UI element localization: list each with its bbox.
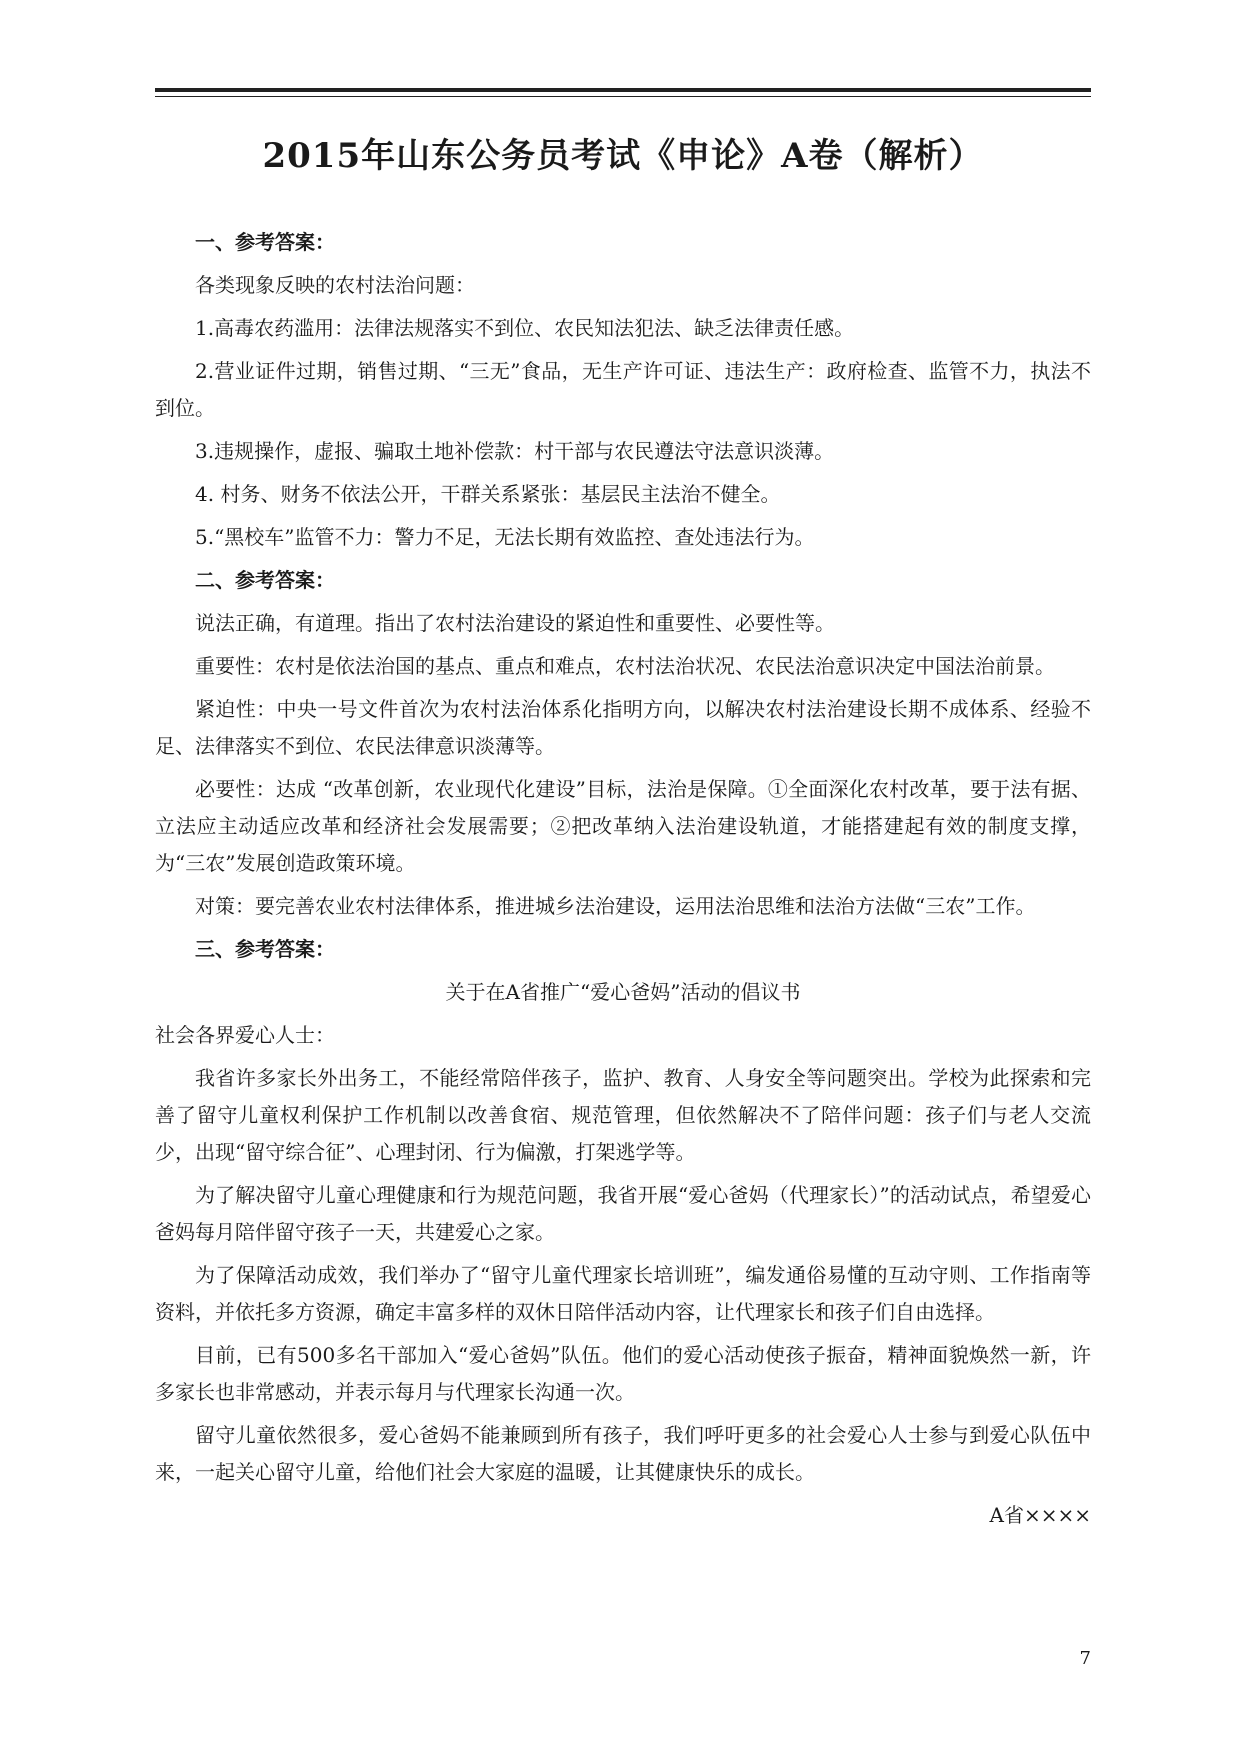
letter-paragraph: 为了解决留守儿童心理健康和行为规范问题，我省开展“爱心爸妈（代理家长）”的活动试点，希望爱心爸妈每月陪伴留守孩子一天，共建爱心之家。 xyxy=(155,1183,1091,1244)
page-number: 7 xyxy=(1079,1648,1091,1669)
letter-paragraph: 目前，已有500多名干部加入“爱心爸妈”队伍。他们的爱心活动使孩子振奋，精神面貌焕然一新，许多家长也非常感动，并表示每月与代理家长沟通一次。 xyxy=(155,1343,1091,1404)
section3-heading: 三、参考答案： xyxy=(195,937,335,961)
page-title: 2015年山东公务员考试《申论》A卷（解析） xyxy=(262,136,984,176)
section1-item: 2.营业证件过期，销售过期、“三无”食品，无生产许可证、违法生产：政府检查、监管不力，执法不到位。 xyxy=(155,359,1091,420)
header-rule-thick xyxy=(155,88,1091,92)
section2-paragraph: 紧迫性：中央一号文件首次为农村法治体系化指明方向，以解决农村法治建设长期不成体系、经验不足、法律落实不到位、农民法律意识淡薄等。 xyxy=(155,697,1091,758)
letter-paragraph: 留守儿童依然很多，爱心爸妈不能兼顾到所有孩子，我们呼吁更多的社会爱心人士参与到爱心队伍中来，一起关心留守儿童，给他们社会大家庭的温暖，让其健康快乐的成长。 xyxy=(155,1423,1091,1484)
letter-signature: A省×××× xyxy=(989,1503,1091,1527)
letter-salutation: 社会各界爱心人士： xyxy=(155,1023,335,1047)
section2-paragraph: 重要性：农村是依法治国的基点、重点和难点，农村法治状况、农民法治意识决定中国法治前景。 xyxy=(195,654,1055,678)
section2-heading: 二、参考答案： xyxy=(195,568,335,592)
section1-item: 1.高毒农药滥用：法律法规落实不到位、农民知法犯法、缺乏法律责任感。 xyxy=(195,316,855,340)
section1-item: 4. 村务、财务不依法公开，干群关系紧张：基层民主法治不健全。 xyxy=(195,482,781,506)
section1-item: 5.“黑校车”监管不力：警力不足，无法长期有效监控、查处违法行为。 xyxy=(195,525,815,549)
section1-item: 3.违规操作，虚报、骗取土地补偿款：村干部与农民遵法守法意识淡薄。 xyxy=(195,439,835,463)
letter-paragraph: 为了保障活动成效，我们举办了“留守儿童代理家长培训班”，编发通俗易懂的互动守则、工作指南等资料，并依托多方资源，确定丰富多样的双休日陪伴活动内容，让代理家长和孩子们自由选择。 xyxy=(155,1263,1091,1324)
section2-paragraph: 对策：要完善农业农村法律体系，推进城乡法治建设，运用法治思维和法治方法做“三农”工作。 xyxy=(195,894,1036,918)
section2-paragraph: 说法正确，有道理。指出了农村法治建设的紧迫性和重要性、必要性等。 xyxy=(195,611,835,635)
letter-title: 关于在A省推广“爱心爸妈”活动的倡议书 xyxy=(445,980,801,1004)
section1-heading: 一、参考答案： xyxy=(195,230,335,254)
section1-intro: 各类现象反映的农村法治问题： xyxy=(195,273,475,297)
letter-paragraph: 我省许多家长外出务工，不能经常陪伴孩子，监护、教育、人身安全等问题突出。学校为此探索和完善了留守儿童权利保护工作机制以改善食宿、规范管理，但依然解决不了陪伴问题：孩子们与老人交流少，出现“留守综合征”、心理封闭、行为偏激，打架逃学等。 xyxy=(155,1066,1091,1164)
document-body xyxy=(155,224,1091,1540)
section2-paragraph: 必要性：达成 “改革创新，农业现代化建设”目标，法治是保障。①全面深化农村改革，要于法有据、立法应主动适应改革和经济社会发展需要；②把改革纳入法治建设轨道，才能搭建起有效的制度支撑，为“三农”发展创造政策环境。 xyxy=(155,777,1091,875)
header-rule-thin xyxy=(155,96,1091,97)
